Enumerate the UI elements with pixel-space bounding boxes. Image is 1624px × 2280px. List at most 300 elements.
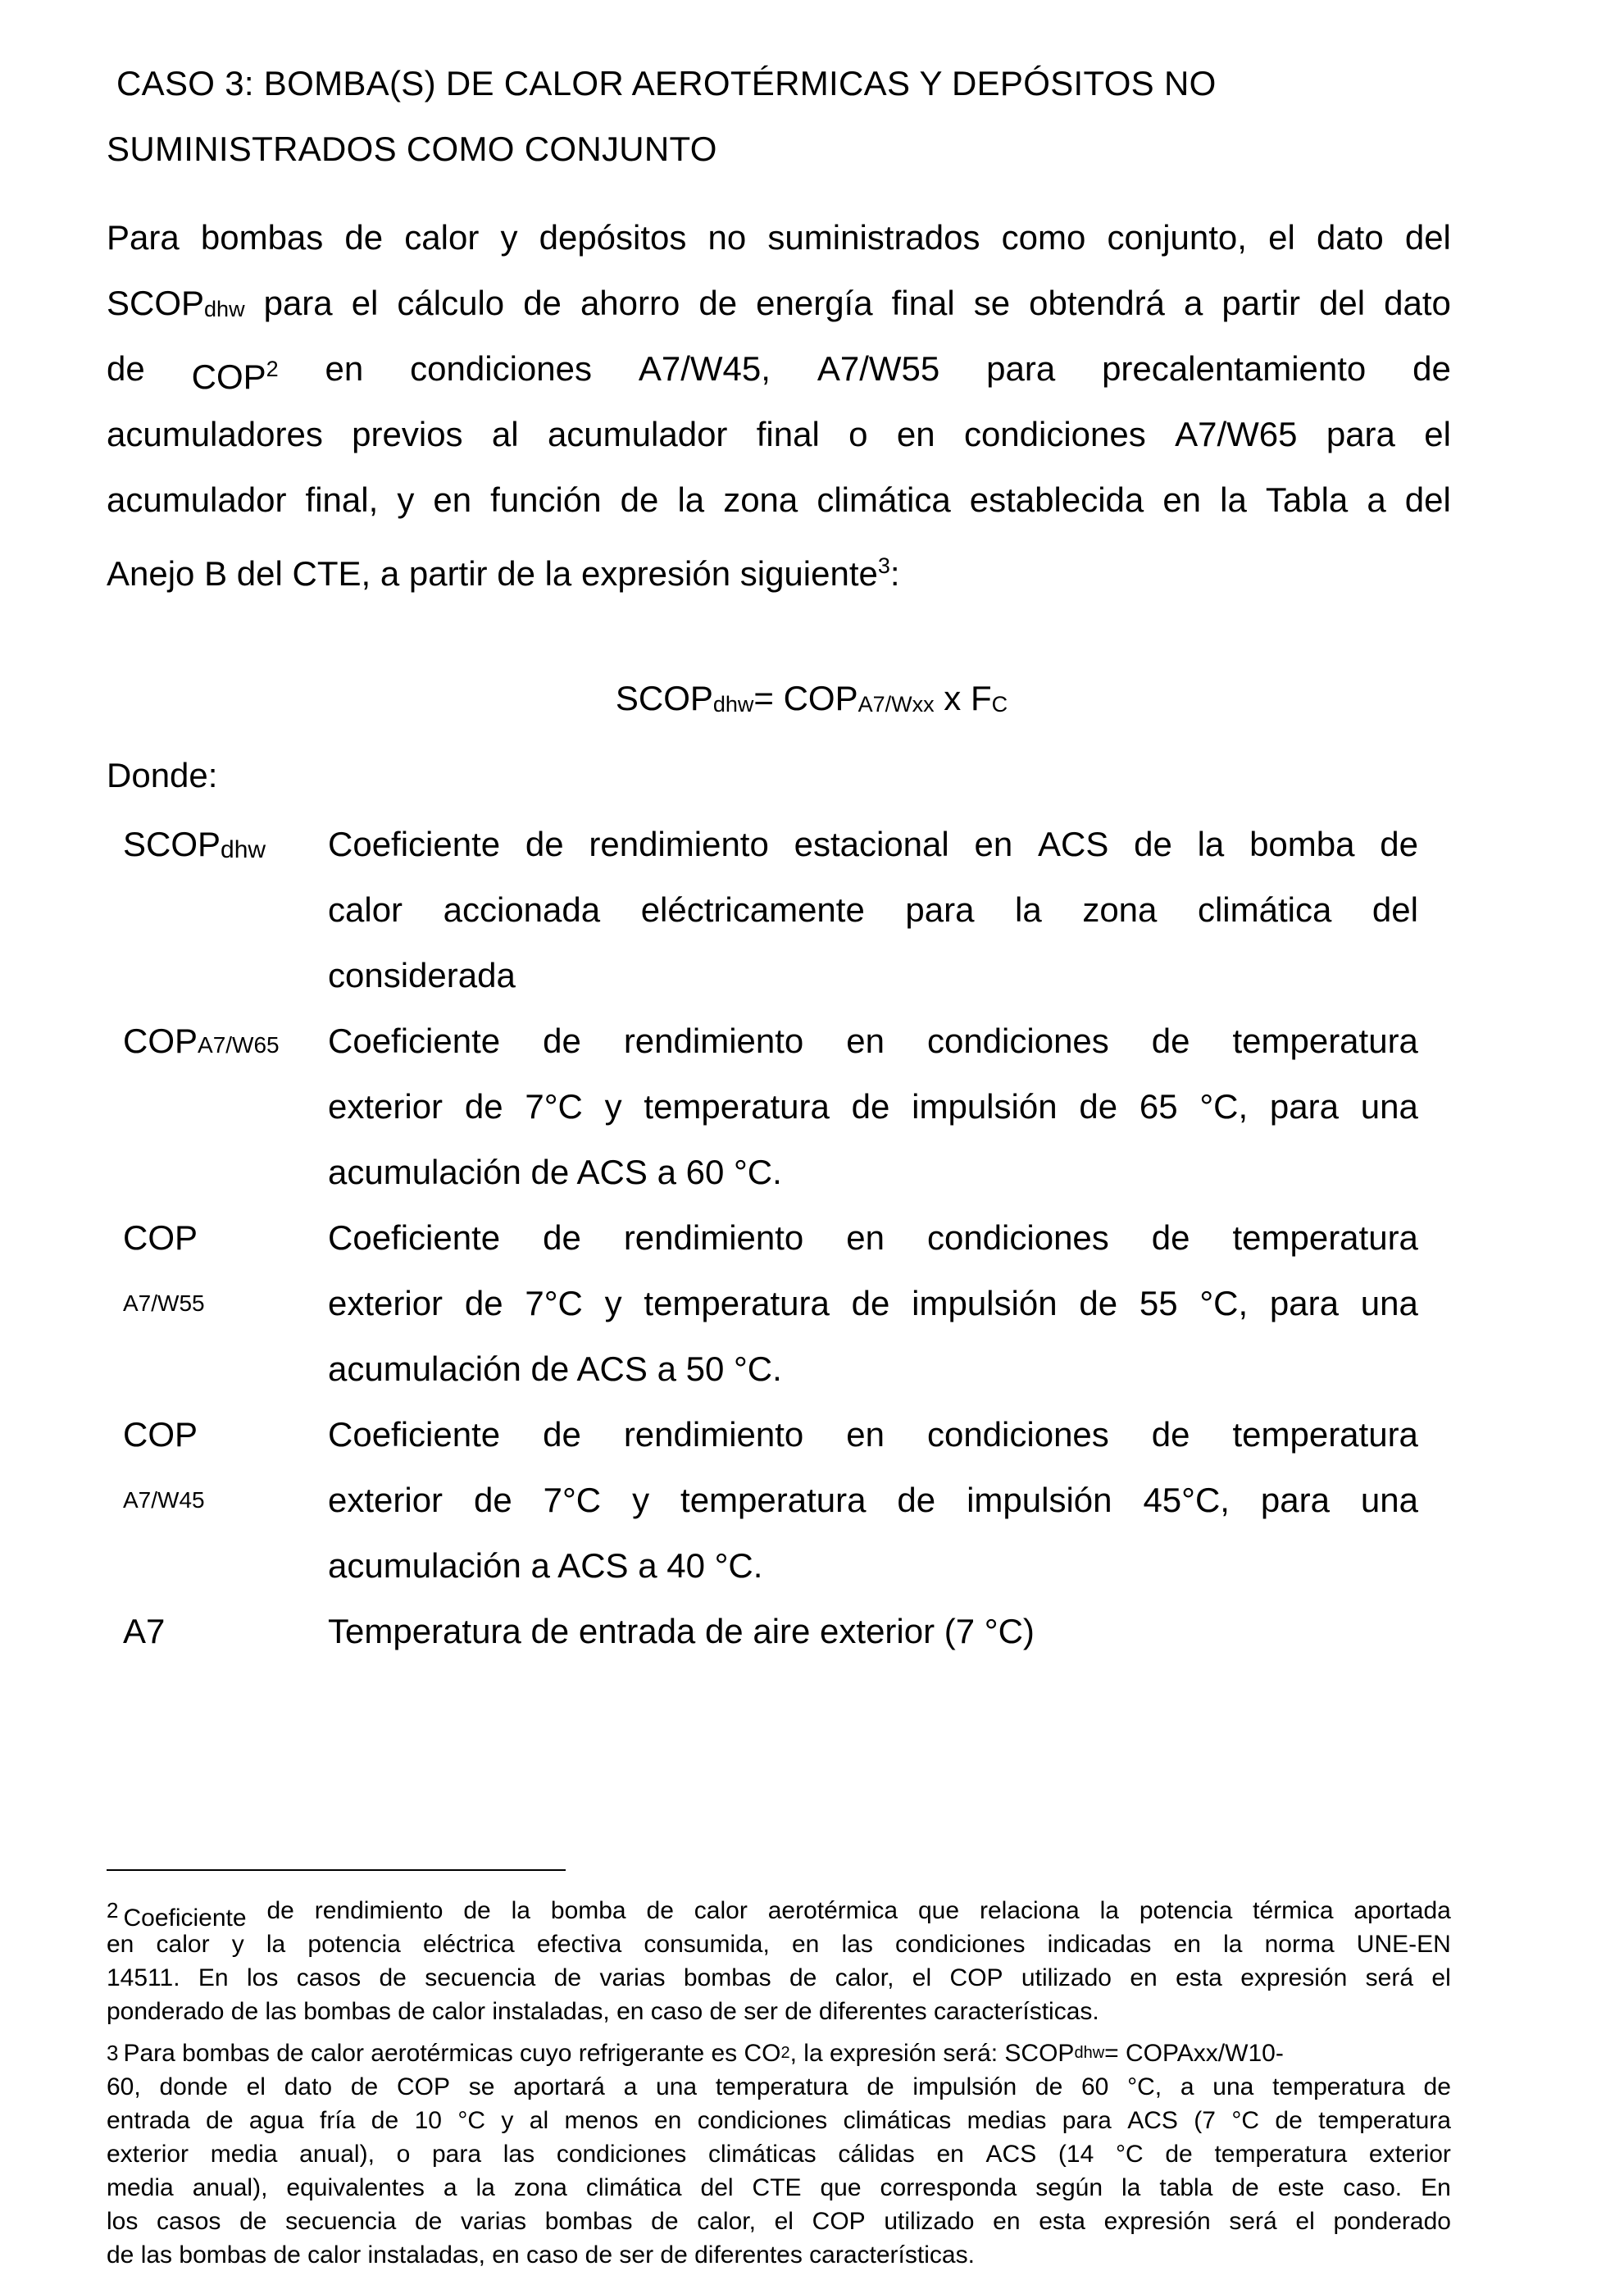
intro-word: partir xyxy=(1221,284,1301,322)
footnote-word: que xyxy=(820,2174,862,2201)
term-text: SCOP xyxy=(123,825,221,863)
footnote-first-word xyxy=(107,1894,247,1932)
definition-word: Coeficiente xyxy=(328,1022,501,1060)
intro-word: previos xyxy=(352,415,463,453)
footnote-word: expresión xyxy=(1103,2208,1211,2235)
footnote-word: de xyxy=(789,1964,817,1991)
definition-word: de xyxy=(543,1218,581,1257)
footnote-word: potencia xyxy=(307,1931,401,1958)
definition-line xyxy=(328,812,1418,877)
intro-word: zona xyxy=(723,480,798,519)
intro-colon: : xyxy=(889,554,900,593)
footnote-word: las xyxy=(841,1931,873,1958)
definition-word: en xyxy=(846,1218,885,1257)
footnote-text: Para bombas de calor aerotérmicas cuyo refrigerante es CO xyxy=(123,2040,781,2067)
footnote-word: (14 xyxy=(1058,2141,1094,2168)
definition-word: para xyxy=(1269,1284,1339,1322)
footnote-word: y xyxy=(501,2107,514,2134)
heading-line-2: SUMINISTRADOS COMO CONJUNTO xyxy=(107,130,717,168)
definition-word: de xyxy=(1079,1087,1118,1126)
footnote-word: zona xyxy=(513,2174,567,2201)
definition-word: rendimiento xyxy=(623,1218,804,1257)
footnote-word: condiciones xyxy=(556,2141,687,2168)
definition-word: para xyxy=(1269,1087,1339,1126)
definition-word: temperatura xyxy=(644,1284,830,1322)
footnote-word: para xyxy=(432,2141,482,2168)
footnote-word: ponderado xyxy=(1333,2208,1451,2235)
definition-word: eléctricamente xyxy=(640,890,865,929)
footnote-word: secuencia xyxy=(425,1964,536,1991)
definition-term xyxy=(123,1599,328,1664)
footnote-word: la xyxy=(475,2174,495,2201)
intro-word: en xyxy=(1162,480,1202,519)
footnote-word: que xyxy=(918,1897,960,1924)
footnote-word: anual), xyxy=(299,2141,375,2168)
footnote-word: 10 xyxy=(414,2107,442,2134)
intro-word: para xyxy=(263,284,333,322)
definition-word: acumulación de ACS a 50 °C. xyxy=(328,1349,782,1388)
footnote-line xyxy=(107,2137,1451,2171)
definition-word: temperatura xyxy=(680,1481,867,1519)
intro-word: depósitos xyxy=(539,218,687,257)
definition-word: exterior xyxy=(328,1481,444,1519)
definitions-list xyxy=(123,812,1418,1664)
footnote-word: CTE xyxy=(752,2174,802,2201)
definition-line xyxy=(328,1008,1418,1074)
intro-word: ahorro xyxy=(580,284,680,322)
footnote-word: de xyxy=(651,2208,679,2235)
footnote-word: calor, xyxy=(835,1964,894,1991)
footnote-word: °C xyxy=(457,2107,485,2134)
intro-word: conjunto, xyxy=(1107,218,1247,257)
term-text: COP xyxy=(123,1218,198,1257)
footnote-word: secuencia xyxy=(285,2208,397,2235)
footnote-word: °C, xyxy=(1127,2073,1162,2100)
intro-word: dato xyxy=(1316,218,1384,257)
footnotes xyxy=(107,1894,1451,2280)
intro-line xyxy=(107,205,1451,271)
footnote-word: los xyxy=(107,2208,139,2235)
intro-word: el xyxy=(351,284,379,322)
intro-last-text: Anejo B del CTE, a partir de la expresión siguiente xyxy=(107,554,878,593)
footnote-word: de xyxy=(1165,2141,1193,2168)
definition-word: en xyxy=(846,1022,885,1060)
footnote-word: se xyxy=(468,2073,495,2100)
footnote-word: de xyxy=(266,1897,294,1924)
footnote-text: = COPAxx/W10- xyxy=(1104,2040,1284,2067)
definition-line xyxy=(328,1402,1418,1468)
definition-line xyxy=(328,943,1418,1008)
definition-word: de xyxy=(543,1415,581,1454)
definition-word: de xyxy=(851,1087,890,1126)
footnote-word: el xyxy=(1295,2208,1315,2235)
footnote-word: la xyxy=(1223,1931,1243,1958)
footnote-word: expresión xyxy=(1240,1964,1348,1991)
footnote-word: para xyxy=(1062,2107,1112,2134)
footnote-text: , la expresión será: SCOP xyxy=(789,2040,1075,2067)
footnote-word: según xyxy=(1035,2174,1103,2201)
definition-word: exterior xyxy=(328,1284,444,1322)
footnote-word: en xyxy=(107,1931,134,1958)
intro-word: calor xyxy=(404,218,480,257)
formula-scop: SCOP xyxy=(615,679,713,717)
footnote-word: UNE-EN xyxy=(1356,1931,1451,1958)
footnote-word: una xyxy=(1212,2073,1254,2100)
intro-word: de xyxy=(344,218,384,257)
definition-word: temperatura xyxy=(644,1087,830,1126)
definition-word: una xyxy=(1360,1481,1418,1519)
definition-word: bomba xyxy=(1249,825,1355,863)
definition-term xyxy=(123,1402,328,1599)
definition-word: de xyxy=(1151,1415,1190,1454)
section-heading xyxy=(107,51,1451,182)
footnote-word: el xyxy=(246,2073,266,2100)
definition-word: calor xyxy=(328,890,403,929)
footnote-word: condiciones xyxy=(697,2107,828,2134)
footnote-word: de xyxy=(206,2107,234,2134)
definition-line xyxy=(328,1336,1418,1402)
definition-term xyxy=(123,1205,328,1402)
footnote-body xyxy=(107,2070,1451,2272)
footnote-word: media xyxy=(107,2174,174,2201)
footnote-word: menos xyxy=(564,2107,639,2134)
footnote-word: el xyxy=(774,2208,794,2235)
footnote-line xyxy=(107,2070,1451,2104)
term-subscript: A7/W65 xyxy=(198,1032,280,1058)
footnote-word: aerotérmica xyxy=(767,1897,898,1924)
intro-word: Para xyxy=(107,218,180,257)
intro-word: obtendrá xyxy=(1029,284,1165,322)
footnote-word: eléctrica xyxy=(422,1931,515,1958)
definition-word: de xyxy=(1151,1218,1190,1257)
term-subscript: dhw xyxy=(221,836,266,863)
intro-word: Tabla xyxy=(1265,480,1349,519)
definition-word: de xyxy=(897,1481,936,1519)
footnote-word: COP xyxy=(396,2073,450,2100)
footnote-word: o xyxy=(396,2141,411,2168)
footnote-word: casos xyxy=(296,1964,362,1991)
footnote-word: medias xyxy=(967,2107,1047,2134)
footnote-word: climáticas xyxy=(843,2107,952,2134)
definition-description xyxy=(328,1402,1418,1599)
footnote-word: impulsión xyxy=(912,2073,1017,2100)
term-text: COP xyxy=(123,1415,198,1454)
definition-word: en xyxy=(974,825,1013,863)
footnote-word: térmica xyxy=(1253,1897,1334,1924)
footnote-line xyxy=(107,2104,1451,2137)
definition-word: de xyxy=(464,1284,503,1322)
intro-line xyxy=(107,336,1451,402)
intro-word: A7/W65 xyxy=(1175,415,1298,453)
definition-description xyxy=(328,1599,1418,1664)
formula-cop-sub: A7/Wxx xyxy=(857,692,935,717)
footnote-separator xyxy=(107,1869,566,1871)
footnote-word: COP xyxy=(949,1964,1003,1991)
footnote-2 xyxy=(107,1894,1451,2028)
footnote-word: una xyxy=(656,2073,698,2100)
definition-word: una xyxy=(1360,1284,1418,1322)
footnote-word: rendimiento xyxy=(314,1897,444,1924)
intro-word: la xyxy=(1220,480,1247,519)
intro-word: como xyxy=(1001,218,1086,257)
intro-word: acumulador xyxy=(547,415,728,453)
definition-description xyxy=(328,1205,1418,1402)
term-text: A7 xyxy=(123,1612,166,1650)
footnote-word: los xyxy=(246,1964,279,1991)
definition-word: rendimiento xyxy=(589,825,769,863)
scop-subscript: dhw xyxy=(204,297,245,321)
footnote-ref-3: 3 xyxy=(877,553,890,578)
definition-word: 45°C, xyxy=(1143,1481,1230,1519)
footnote-word: esta xyxy=(1176,1964,1222,1991)
definition-word: y xyxy=(604,1087,622,1126)
footnote-line xyxy=(107,1995,1451,2028)
intro-word: final, xyxy=(305,480,379,519)
footnote-3 xyxy=(107,2037,1451,2272)
intro-word: del xyxy=(1319,284,1366,322)
footnote-word: °C xyxy=(1231,2107,1260,2134)
footnote-word: Coeficiente xyxy=(123,1905,247,1932)
footnote-word: 14511. xyxy=(107,1964,180,1991)
definition-line xyxy=(328,1599,1418,1664)
definition-term xyxy=(123,1008,328,1205)
footnote-mark: 3 xyxy=(107,2041,119,2065)
definition-word: condiciones xyxy=(926,1022,1109,1060)
definition-word: exterior xyxy=(328,1087,444,1126)
definition-word: una xyxy=(1360,1087,1418,1126)
definition-line xyxy=(328,1271,1418,1336)
intro-word: acumuladores xyxy=(107,415,323,453)
footnote-word: será xyxy=(1365,1964,1414,1991)
footnote-word: de xyxy=(350,2073,379,2100)
footnote-word: bombas xyxy=(544,2208,633,2235)
definition-word: de xyxy=(474,1481,512,1519)
definition-word: en xyxy=(846,1415,885,1454)
definition-word: impulsión xyxy=(967,1481,1112,1519)
footnote-word: calor xyxy=(694,1897,748,1924)
scop-term: SCOP xyxy=(107,284,205,322)
footnote-word: potencia xyxy=(1139,1897,1233,1924)
definition-word: de xyxy=(1134,825,1172,863)
footnote-line xyxy=(107,2238,1451,2272)
footnote-word: media xyxy=(210,2141,278,2168)
intro-word: bombas xyxy=(200,218,324,257)
footnote-word: de xyxy=(553,1964,582,1991)
footnote-word: utilizado xyxy=(884,2208,975,2235)
term-text: COP xyxy=(123,1022,198,1060)
footnote-mark: 2 xyxy=(107,1898,119,1923)
intro-word: la xyxy=(677,480,705,519)
footnote-word: la xyxy=(1099,1897,1119,1924)
intro-word: final xyxy=(756,415,820,453)
intro-word: condiciones xyxy=(963,415,1146,453)
intro-word: de xyxy=(523,284,562,322)
footnote-word: y xyxy=(231,1931,244,1958)
footnote-word: norma xyxy=(1264,1931,1335,1958)
definition-word: de xyxy=(525,825,564,863)
intro-word: final xyxy=(891,284,955,322)
footnote-word: a xyxy=(623,2073,638,2100)
footnote-word: temperatura xyxy=(1318,2107,1451,2134)
intro-word: a xyxy=(1183,284,1203,322)
footnote-word: las xyxy=(503,2141,535,2168)
footnote-word: de xyxy=(1423,2073,1451,2100)
intro-line xyxy=(107,467,1451,533)
footnote-word: anual), xyxy=(192,2174,268,2201)
footnote-word: indicadas xyxy=(1047,1931,1152,1958)
footnote-word: donde xyxy=(159,2073,228,2100)
definition-line xyxy=(328,1533,1418,1599)
footnote-word: en xyxy=(791,1931,820,1958)
footnote-word: varias xyxy=(461,2208,527,2235)
intro-word: o xyxy=(848,415,868,453)
intro-word: A7/W55 xyxy=(817,349,940,388)
footnote-word: en xyxy=(1130,1964,1158,1991)
definition-line xyxy=(328,1205,1418,1271)
formula-fc-sub: C xyxy=(991,692,1008,717)
footnote-word: este xyxy=(1277,2174,1325,2201)
footnote-word: a xyxy=(1180,2073,1194,2100)
footnote-word: efectiva xyxy=(536,1931,622,1958)
intro-paragraph xyxy=(107,205,1451,598)
footnote-word: en xyxy=(1173,1931,1201,1958)
cop-term: COP xyxy=(191,357,266,396)
definition-word: considerada xyxy=(328,956,516,994)
intro-word: de xyxy=(107,349,145,388)
footnote-word: la xyxy=(511,1897,530,1924)
intro-word: del xyxy=(1404,480,1451,519)
footnote-word: de xyxy=(414,2208,443,2235)
definition-word: y xyxy=(632,1481,650,1519)
intro-word: precalentamiento xyxy=(1102,349,1367,388)
footnote-word: ponderado de las bombas de calor instaladas, en caso de ser de diferentes características. xyxy=(107,1998,1099,2025)
definition-word: para xyxy=(905,890,975,929)
footnote-word: de xyxy=(463,1897,491,1924)
intro-word: cálculo xyxy=(397,284,505,322)
intro-word: función xyxy=(490,480,602,519)
definition-cop-a7w45 xyxy=(123,1402,1418,1599)
definition-word: 7°C xyxy=(543,1481,602,1519)
intro-word: en xyxy=(896,415,935,453)
donde-label: Donde: xyxy=(107,756,218,794)
footnote-word: equivalentes xyxy=(286,2174,425,2201)
formula-scop-sub: dhw xyxy=(712,692,754,717)
footnote-word: de xyxy=(371,2107,399,2134)
footnote-word: casos xyxy=(157,2208,221,2235)
footnote-word: la xyxy=(266,1931,286,1958)
footnote-word: a xyxy=(443,2174,457,2201)
footnote-word: de xyxy=(1035,2073,1063,2100)
definition-word: accionada xyxy=(443,890,601,929)
definition-word: la xyxy=(1015,890,1042,929)
formula-cop: = COP xyxy=(753,679,858,717)
definition-word: Coeficiente xyxy=(328,825,501,863)
definition-word: acumulación a ACS a 40 °C. xyxy=(328,1546,763,1585)
footnote-word: el xyxy=(912,1964,932,1991)
definition-word: 55 xyxy=(1139,1284,1178,1322)
footnote-line xyxy=(107,1961,1451,1995)
definition-word: rendimiento xyxy=(623,1415,804,1454)
footnote-word: °C xyxy=(1115,2141,1144,2168)
term-subscript: A7/W55 xyxy=(123,1290,205,1316)
footnote-line xyxy=(107,2171,1451,2205)
footnote-word: en xyxy=(936,2141,964,2168)
definition-line xyxy=(328,1468,1418,1533)
definition-word: °C, xyxy=(1199,1087,1249,1126)
footnote-word: aportada xyxy=(1353,1897,1451,1924)
intro-word: a xyxy=(1367,480,1386,519)
intro-word: y xyxy=(397,480,415,519)
footnote-word: utilizado xyxy=(1021,1964,1112,1991)
intro-word: condiciones xyxy=(410,349,592,388)
intro-word: para xyxy=(1326,415,1395,453)
definition-word: ACS xyxy=(1037,825,1109,863)
intro-word: establecida xyxy=(969,480,1144,519)
footnote-word: exterior xyxy=(107,2141,189,2168)
definition-description xyxy=(328,1008,1418,1205)
footnote-word: esta xyxy=(1039,2208,1085,2235)
footnote-word: (7 xyxy=(1194,2107,1216,2134)
intro-line xyxy=(107,402,1451,467)
footnote-word: dato xyxy=(284,2073,333,2100)
footnote-word: de xyxy=(379,1964,407,1991)
footnote-word: exterior xyxy=(1368,2141,1451,2168)
intro-word: de xyxy=(1412,349,1451,388)
intro-word: en xyxy=(433,480,472,519)
footnote-word: entrada xyxy=(107,2107,190,2134)
definition-word: para xyxy=(1260,1481,1330,1519)
footnote-word: en xyxy=(653,2107,682,2134)
intro-word: de xyxy=(620,480,659,519)
footnote-word: de xyxy=(239,2208,267,2235)
definition-word: 65 xyxy=(1139,1087,1178,1126)
intro-word: dato xyxy=(1384,284,1451,322)
footnote-word: En xyxy=(198,1964,229,1991)
definition-word: de xyxy=(543,1022,581,1060)
intro-word: acumulador xyxy=(107,480,287,519)
definition-word: impulsión xyxy=(912,1284,1058,1322)
definition-word: estacional xyxy=(794,825,949,863)
footnote-subscript: 2 xyxy=(780,2044,790,2062)
footnote-word: En xyxy=(1421,2174,1451,2201)
definition-word: Coeficiente xyxy=(328,1218,501,1257)
definition-word: condiciones xyxy=(926,1218,1109,1257)
footnote-word: relaciona xyxy=(979,1897,1080,1924)
definition-line xyxy=(328,1140,1418,1205)
definition-word: temperatura xyxy=(1232,1022,1418,1060)
footnote-word: de xyxy=(646,1897,674,1924)
definition-word: 7°C xyxy=(525,1087,583,1126)
definition-word: del xyxy=(1372,890,1418,929)
footnote-word: cálidas xyxy=(838,2141,915,2168)
definition-word: temperatura xyxy=(1232,1415,1418,1454)
footnote-word: de las bombas de calor instaladas, en caso de ser de diferentes características. xyxy=(107,2241,975,2269)
footnote-word: bombas xyxy=(683,1964,771,1991)
footnote-word: temperatura xyxy=(1214,2141,1348,2168)
definition-scop-dhw xyxy=(123,812,1418,1008)
intro-line xyxy=(107,271,1451,336)
definition-word: de xyxy=(1151,1022,1190,1060)
footnote-word: fría xyxy=(320,2107,356,2134)
intro-word: se xyxy=(973,284,1011,322)
definition-word: rendimiento xyxy=(623,1022,804,1060)
footnote-word: condiciones xyxy=(895,1931,1026,1958)
footnote-word: del xyxy=(700,2174,734,2201)
definition-line xyxy=(328,1074,1418,1140)
footnote-word: temperatura xyxy=(1272,2073,1405,2100)
intro-word: de xyxy=(698,284,738,322)
definition-description xyxy=(328,812,1418,1008)
